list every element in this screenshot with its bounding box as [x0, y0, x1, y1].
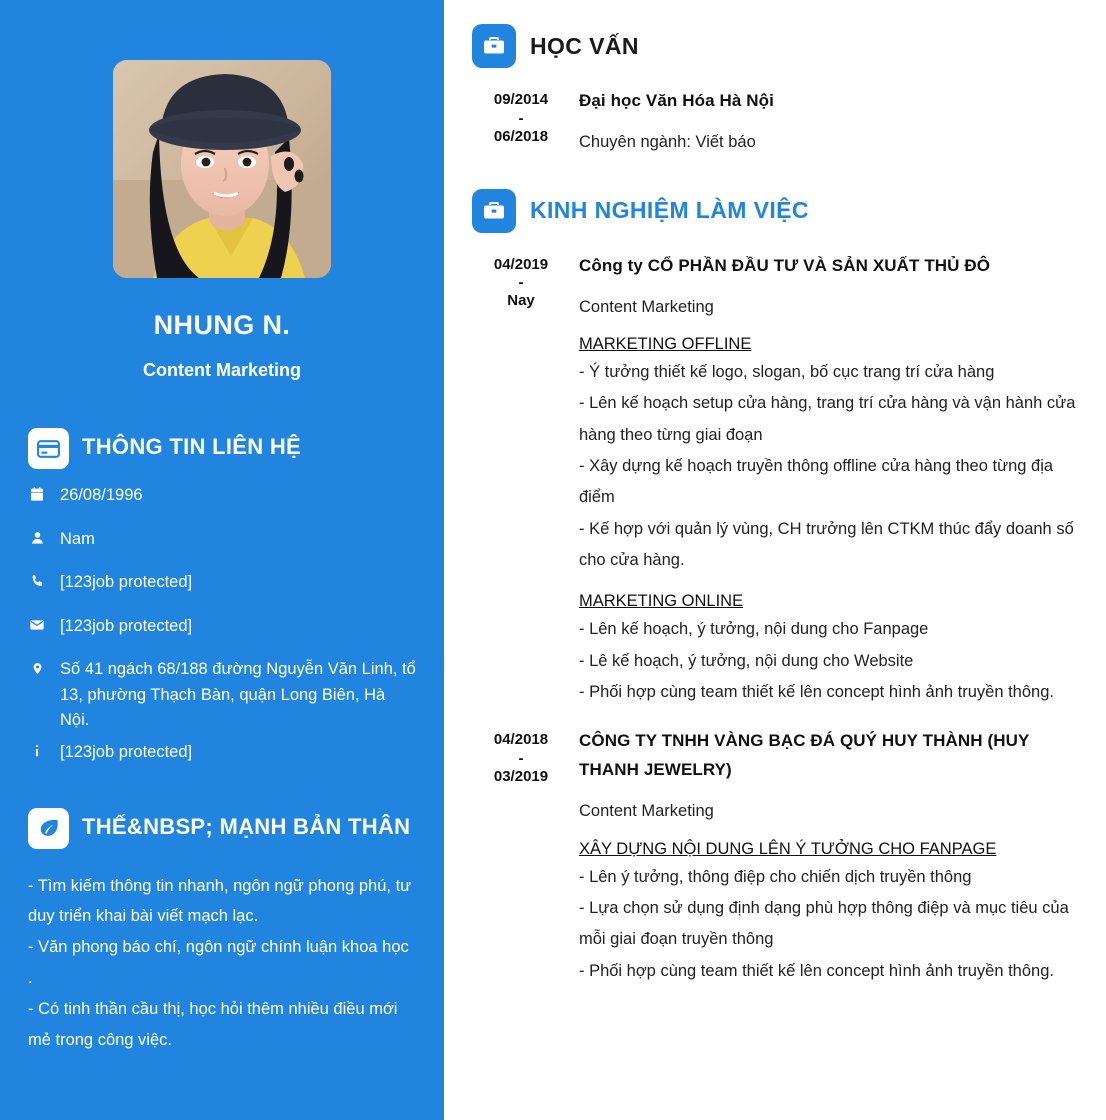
phone-icon: [28, 570, 46, 589]
experience-entry: [472, 727, 1086, 987]
contact-list: [28, 483, 416, 766]
envelope-icon: [28, 614, 46, 633]
experience-section-header: [472, 189, 1086, 233]
date-start: 04/2018: [493, 731, 549, 749]
experience-bullet: - Ý tưởng thiết kế logo, slogan, bố cục trang trí cửa hàng: [579, 363, 995, 382]
date-start: 09/2014: [493, 91, 549, 108]
experience-group: [579, 589, 1086, 708]
experience-group-heading: MARKETING ONLINE: [579, 592, 744, 611]
contact-value-gender: Nam: [60, 529, 95, 548]
date-dash: -: [518, 749, 524, 767]
experience-entry-body: [570, 252, 1086, 709]
sidebar: [0, 0, 444, 1120]
contact-value-birthday: 26/08/1996: [60, 486, 143, 504]
date-end: 03/2019: [493, 767, 549, 785]
contact-item-phone[interactable]: [28, 570, 416, 596]
contact-value-phone: [123job protected]: [60, 573, 193, 592]
date-dash: -: [518, 109, 524, 127]
education-school: Đại học Văn Hóa Hà Nội: [579, 91, 774, 110]
education-section-title: HỌC VẤN: [530, 32, 639, 59]
strength-section-title: THẾ&NBSP; MẠNH BẢN THÂN: [82, 813, 411, 839]
experience-bullet: - Xây dựng kế hoạch truyền thông offline cửa hàng theo từng địa điểm: [579, 457, 1054, 507]
experience-group: [579, 332, 1086, 576]
strength-item: - Tìm kiếm thông tin nhanh, ngôn ngữ phong phú, tư duy triển khai bài viết mạch lạc.: [28, 876, 412, 926]
contact-item-gender: [28, 527, 416, 553]
date-end: 06/2018: [493, 127, 549, 145]
experience-bullet: - Phối hợp cùng team thiết kế lên concept hình ảnh truyền thông.: [579, 961, 1054, 980]
strength-item: - Có tinh thần cầu thị, học hỏi thêm nhiều điều mới mẻ trong công việc.: [28, 999, 398, 1049]
experience-role: Content Marketing: [579, 802, 714, 820]
education-major: Chuyên ngành: Viết báo: [579, 132, 756, 151]
briefcase-icon: [472, 189, 516, 233]
briefcase-icon: [472, 24, 516, 68]
date-dash: -: [518, 274, 524, 292]
contact-value-other: [123job protected]: [60, 742, 193, 761]
leaf-icon: [28, 808, 69, 849]
contact-section-title: THÔNG TIN LIÊN HỆ: [82, 434, 301, 459]
experience-section-title: KINH NGHIỆM LÀM VIỆC: [530, 197, 809, 224]
profile-name: NHUNG N.: [153, 310, 291, 340]
profile-photo: [113, 60, 331, 278]
experience-entry-dates: [472, 252, 570, 709]
contact-value-email: [123job protected]: [60, 616, 193, 635]
experience-bullet: - Lên kế hoạch, ý tưởng, nội dung cho Fanpage: [579, 620, 929, 639]
profile-job-title: Content Marketing: [142, 360, 301, 380]
experience-entry-dates: [472, 727, 570, 987]
experience-company: Công ty CỔ PHẦN ĐẦU TƯ VÀ SẢN XUẤT THỦ ĐÔ: [579, 255, 991, 275]
strength-list: [28, 871, 416, 1056]
person-icon: [28, 527, 46, 546]
photo-container: [28, 0, 416, 278]
contact-item-other: [28, 740, 416, 766]
education-entry-dates: [472, 87, 570, 155]
education-entry: [472, 87, 1086, 155]
experience-group-heading: XÂY DỰNG NỘI DUNG LÊN Ý TƯỞNG CHO FANPAGE: [579, 839, 997, 858]
contact-item-birthday: [28, 483, 416, 509]
education-section-header: [472, 24, 1086, 68]
main-content: [444, 0, 1106, 1120]
contact-item-email[interactable]: [28, 614, 416, 640]
experience-group-heading: MARKETING OFFLINE: [579, 335, 752, 354]
strength-section-header: [28, 808, 416, 849]
experience-company: CÔNG TY TNHH VÀNG BẠC ĐÁ QUÝ HUY THÀNH (HUY THANH JEWELRY): [579, 731, 1030, 780]
contact-item-address: [28, 657, 416, 734]
strength-item: - Văn phong báo chí, ngôn ngữ chính luận khoa học .: [28, 938, 409, 988]
experience-bullet: - Phối hợp cùng team thiết kế lên concept hình ảnh truyền thông.: [579, 682, 1054, 701]
experience-bullet: - Kế hợp với quản lý vùng, CH trưởng lên CTKM thúc đẩy doanh số cho cửa hàng.: [579, 519, 1074, 570]
experience-bullet: - Lên kế hoạch setup cửa hàng, trang trí cửa hàng và vận hành cửa hàng theo từng giai đoạn: [579, 394, 1076, 444]
experience-bullet: - Lê kế hoạch, ý tưởng, nội dung cho Website: [579, 651, 914, 670]
experience-bullet: - Lựa chọn sử dụng định dạng phù hợp thông điệp và mục tiêu của mỗi giai đoạn truyền thông: [579, 898, 1069, 949]
experience-entry: [472, 252, 1086, 709]
map-pin-icon: [28, 657, 46, 677]
experience-bullet: - Lên ý tưởng, thông điệp cho chiến dịch truyền thông: [579, 867, 972, 886]
calendar-icon: [28, 483, 46, 502]
education-entry-body: [570, 87, 1086, 155]
credit-card-icon: [28, 428, 69, 469]
experience-role: Content Marketing: [579, 297, 714, 316]
date-end: Nay: [507, 292, 535, 310]
contact-value-address: Số 41 ngách 68/188 đường Nguyễn Văn Linh, tổ 13, phường Thạch Bàn, quận Long Biên, Hà Nội.: [60, 660, 416, 730]
info-icon: [28, 740, 46, 759]
date-start: 04/2019: [493, 255, 549, 273]
contact-section-header: [28, 428, 416, 469]
experience-group: [579, 837, 1086, 987]
experience-entry-body: [570, 727, 1086, 987]
